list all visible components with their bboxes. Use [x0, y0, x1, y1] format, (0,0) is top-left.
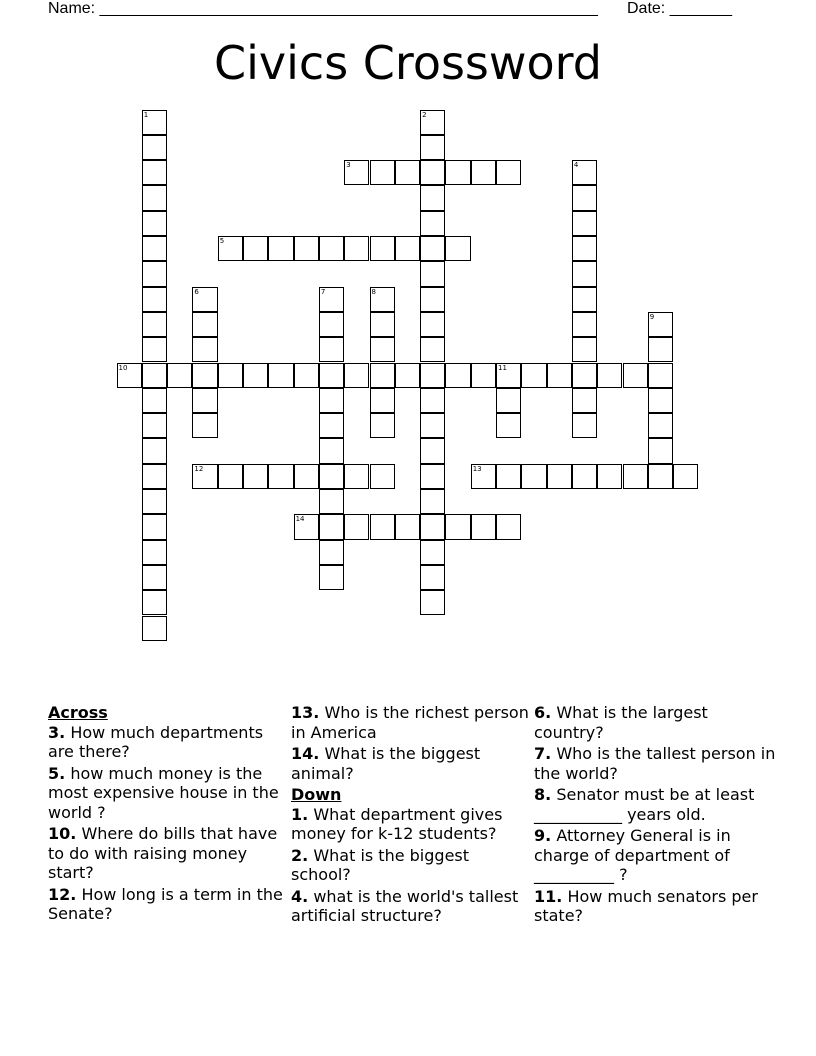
clue-across-5: 5. how much money is the most expensive house in the world ?: [48, 763, 279, 822]
grid-cell[interactable]: [395, 236, 420, 261]
grid-cell[interactable]: [268, 363, 293, 388]
grid-cell[interactable]: [370, 287, 395, 312]
grid-cell[interactable]: [319, 438, 344, 463]
grid-cell[interactable]: [142, 413, 167, 438]
grid-cell[interactable]: [218, 236, 243, 261]
grid-cell[interactable]: [319, 236, 344, 261]
grid-cell[interactable]: [420, 261, 445, 286]
grid-cell[interactable]: [420, 590, 445, 615]
grid-cell[interactable]: [370, 337, 395, 362]
grid-cell[interactable]: [319, 337, 344, 362]
clue-down-8: 8. Senator must be at least ___________ years old.: [534, 785, 755, 824]
grid-cell[interactable]: [420, 565, 445, 590]
grid-cell[interactable]: [471, 514, 496, 539]
grid-cell[interactable]: [142, 464, 167, 489]
clue-down-7: 7. Who is the tallest person in the world?: [534, 744, 776, 783]
clue-number: 7: [320, 287, 326, 296]
grid-cell[interactable]: [420, 388, 445, 413]
grid-cell[interactable]: [192, 363, 217, 388]
grid-cell[interactable]: [496, 464, 521, 489]
grid-cell[interactable]: [319, 287, 344, 312]
grid-cell[interactable]: [344, 464, 369, 489]
clue-number: 11: [498, 363, 507, 372]
grid-cell[interactable]: [496, 160, 521, 185]
grid-cell[interactable]: [572, 185, 597, 210]
clue-across-13: 13. Who is the richest person in America: [291, 703, 529, 742]
clue-across-14: 14. What is the biggest animal?: [291, 744, 481, 783]
grid-cell[interactable]: [420, 185, 445, 210]
grid-cell[interactable]: [420, 337, 445, 362]
grid-cell[interactable]: [319, 363, 344, 388]
clue-across-3: 3. How much departments are there?: [48, 722, 264, 761]
clue-number: 1: [143, 110, 149, 119]
grid-cell[interactable]: [496, 514, 521, 539]
grid-cell[interactable]: [572, 388, 597, 413]
grid-cell[interactable]: [648, 413, 673, 438]
grid-cell[interactable]: [142, 363, 167, 388]
grid-cell[interactable]: [572, 464, 597, 489]
grid-cell[interactable]: [344, 160, 369, 185]
grid-cell[interactable]: [142, 540, 167, 565]
grid-cell[interactable]: [648, 464, 673, 489]
clue-number: 12: [194, 464, 204, 473]
grid-cell[interactable]: [471, 160, 496, 185]
grid-cell[interactable]: [623, 464, 648, 489]
clue-down-4: 4. what is the world's tallest artificial structure?: [291, 886, 519, 925]
grid-cell[interactable]: [420, 110, 445, 135]
grid-cell[interactable]: [420, 540, 445, 565]
grid-cell[interactable]: [117, 363, 142, 388]
grid-cell[interactable]: [471, 464, 496, 489]
grid-cell[interactable]: [142, 489, 167, 514]
grid-cell[interactable]: [648, 438, 673, 463]
grid-cell[interactable]: [370, 413, 395, 438]
grid-cell[interactable]: [572, 211, 597, 236]
grid-cell[interactable]: [648, 312, 673, 337]
grid-cell[interactable]: [192, 287, 217, 312]
grid-cell[interactable]: [420, 211, 445, 236]
grid-cell[interactable]: [445, 236, 470, 261]
grid-cell[interactable]: [142, 337, 167, 362]
grid-cell[interactable]: [623, 363, 648, 388]
grid-cell[interactable]: [496, 363, 521, 388]
grid-cell[interactable]: [572, 287, 597, 312]
grid-cell[interactable]: [192, 337, 217, 362]
grid-cell[interactable]: [192, 312, 217, 337]
grid-cell[interactable]: [319, 514, 344, 539]
grid-cell[interactable]: [445, 363, 470, 388]
page-title: Civics Crossword: [214, 36, 602, 90]
clue-number: 13: [472, 464, 482, 473]
grid-cell[interactable]: [142, 438, 167, 463]
grid-cell[interactable]: [268, 464, 293, 489]
grid-cell[interactable]: [547, 363, 572, 388]
grid-cell[interactable]: [294, 464, 319, 489]
clue-number: 10: [118, 363, 128, 372]
grid-cell[interactable]: [370, 363, 395, 388]
clues-column-2: [291, 703, 533, 928]
grid-cell[interactable]: [420, 464, 445, 489]
name-field[interactable]: Name: ________________________________________________________: [48, 0, 598, 17]
grid-cell[interactable]: [319, 565, 344, 590]
grid-cell[interactable]: [268, 236, 293, 261]
grid-cell[interactable]: [370, 464, 395, 489]
grid-cell[interactable]: [597, 464, 622, 489]
grid-cell[interactable]: [370, 160, 395, 185]
grid-cell[interactable]: [445, 514, 470, 539]
clue-number: 14: [295, 515, 305, 524]
grid-cell[interactable]: [142, 261, 167, 286]
grid-cell[interactable]: [142, 135, 167, 160]
grid-cell[interactable]: [344, 514, 369, 539]
grid-cell[interactable]: [344, 363, 369, 388]
grid-cell[interactable]: [445, 160, 470, 185]
clue-number: 5: [219, 237, 225, 245]
clue-down-11: 11. How much senators per state?: [534, 886, 758, 925]
grid-cell[interactable]: [142, 312, 167, 337]
grid-cell[interactable]: [319, 388, 344, 413]
grid-cell[interactable]: [243, 464, 268, 489]
grid-cell[interactable]: [395, 514, 420, 539]
grid-cell[interactable]: [142, 514, 167, 539]
grid-cell[interactable]: [142, 388, 167, 413]
grid-cell[interactable]: [420, 489, 445, 514]
grid-cell[interactable]: [471, 363, 496, 388]
clue-number: 2: [422, 110, 427, 119]
clue-down-1: 1. What department gives money for k-12 students?: [291, 804, 503, 843]
grid-cell[interactable]: [420, 363, 445, 388]
grid-cell[interactable]: [142, 287, 167, 312]
grid-cell[interactable]: [319, 312, 344, 337]
grid-cell[interactable]: [294, 514, 319, 539]
clue-number: 6: [194, 287, 199, 296]
date-field[interactable]: Date: _______: [627, 0, 732, 17]
clue-number: 8: [371, 287, 376, 296]
grid-cell[interactable]: [547, 464, 572, 489]
grid-cell[interactable]: [420, 287, 445, 312]
grid-cell[interactable]: [243, 236, 268, 261]
grid-cell[interactable]: [420, 236, 445, 261]
grid-cell[interactable]: [167, 363, 192, 388]
clue-number: 3: [346, 161, 351, 170]
grid-cell[interactable]: [294, 236, 319, 261]
clue-number: 9: [649, 312, 655, 321]
grid-cell[interactable]: [370, 388, 395, 413]
grid-cell[interactable]: [496, 413, 521, 438]
grid-cell[interactable]: [370, 236, 395, 261]
grid-cell[interactable]: [218, 363, 243, 388]
grid-cell[interactable]: [370, 514, 395, 539]
grid-cell[interactable]: [142, 236, 167, 261]
grid-cell[interactable]: [192, 464, 217, 489]
grid-cell[interactable]: [521, 363, 546, 388]
grid-cell[interactable]: [420, 438, 445, 463]
clue-across-12: 12. How long is a term in the Senate?: [48, 884, 283, 923]
grid-cell[interactable]: [142, 590, 167, 615]
grid-cell[interactable]: [192, 413, 217, 438]
grid-cell[interactable]: [344, 236, 369, 261]
grid-cell[interactable]: [319, 489, 344, 514]
grid-cell[interactable]: [572, 363, 597, 388]
grid-cell[interactable]: [319, 413, 344, 438]
clue-down-2: 2. What is the biggest school?: [291, 845, 470, 884]
grid-cell[interactable]: [370, 312, 395, 337]
grid-cell[interactable]: [496, 388, 521, 413]
grid-cell[interactable]: [319, 540, 344, 565]
grid-cell[interactable]: [218, 464, 243, 489]
grid-cell[interactable]: [572, 312, 597, 337]
grid-cell[interactable]: [142, 160, 167, 185]
grid-cell[interactable]: [572, 337, 597, 362]
clue-down-9: 9. Attorney General is in charge of department of __________ ?: [534, 826, 731, 884]
across-heading: Across: [48, 703, 108, 722]
clue-down-6: 6. What is the largest country?: [534, 703, 708, 742]
grid-cell[interactable]: [572, 160, 597, 185]
grid-cell[interactable]: [243, 363, 268, 388]
grid-cell[interactable]: [420, 514, 445, 539]
grid-cell[interactable]: [142, 565, 167, 590]
grid-cell[interactable]: [319, 464, 344, 489]
grid-cell[interactable]: [521, 464, 546, 489]
grid-cell[interactable]: [572, 236, 597, 261]
clue-number: 4: [573, 161, 579, 170]
grid-cell[interactable]: [395, 363, 420, 388]
grid-cell[interactable]: [648, 388, 673, 413]
grid-cell[interactable]: [420, 312, 445, 337]
grid-cell[interactable]: [648, 337, 673, 362]
grid-cell[interactable]: [192, 388, 217, 413]
grid-cell[interactable]: [294, 363, 319, 388]
grid-cell[interactable]: [648, 363, 673, 388]
clue-across-10: 10. Where do bills that have to do with raising money start?: [48, 824, 278, 882]
clues-column-1: [48, 703, 290, 926]
grid-cell[interactable]: [572, 413, 597, 438]
grid-cell[interactable]: [420, 413, 445, 438]
grid-cell[interactable]: [395, 160, 420, 185]
grid-cell[interactable]: [597, 363, 622, 388]
grid-cell[interactable]: [142, 211, 167, 236]
clues-column-3: [534, 703, 776, 928]
down-heading: Down: [291, 785, 342, 804]
grid-cell[interactable]: [673, 464, 698, 489]
grid-cell[interactable]: [142, 185, 167, 210]
grid-cell[interactable]: [572, 261, 597, 286]
grid-cell[interactable]: [420, 160, 445, 185]
grid-cell[interactable]: [420, 135, 445, 160]
grid-cell[interactable]: [142, 110, 167, 135]
grid-cell[interactable]: [142, 616, 167, 641]
